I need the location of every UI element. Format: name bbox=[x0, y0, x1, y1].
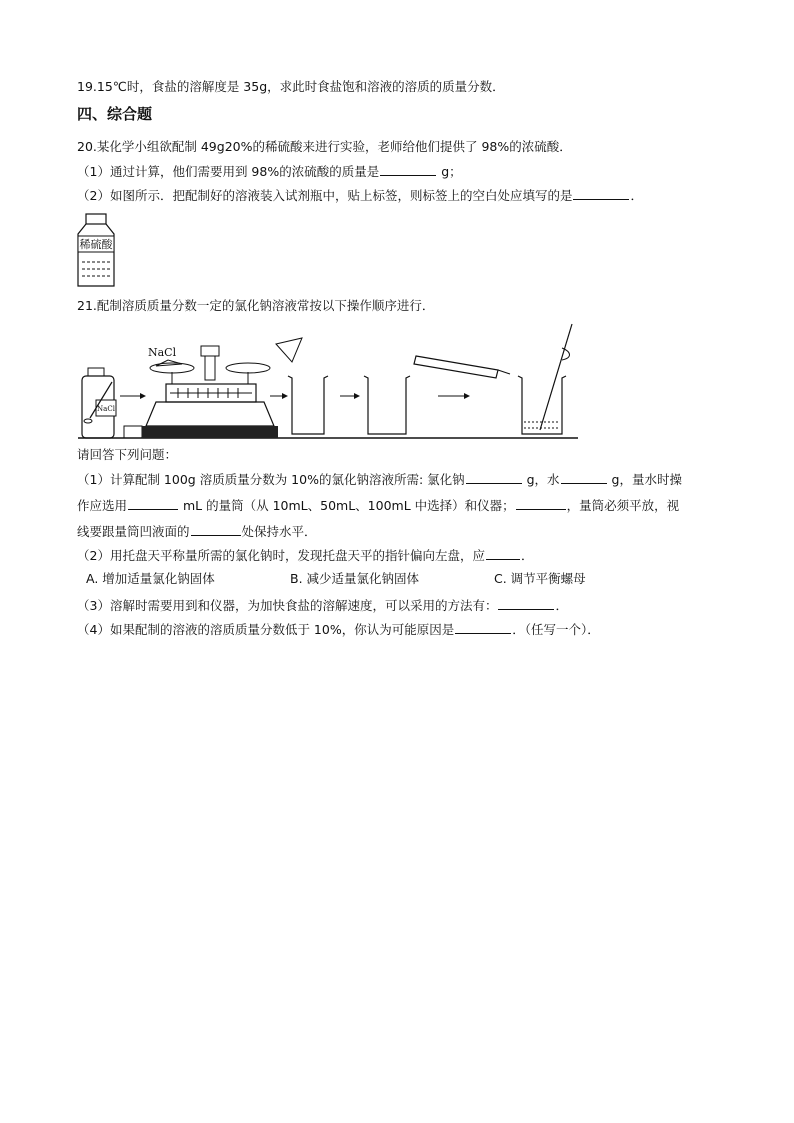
answer-blank[interactable] bbox=[486, 546, 520, 560]
arrow-icon bbox=[282, 393, 288, 399]
measuring-cylinder-icon bbox=[414, 356, 510, 378]
arrow-icon bbox=[464, 393, 470, 399]
nacl-jar-icon bbox=[82, 368, 116, 438]
beaker-icon bbox=[276, 338, 328, 434]
answer-blank[interactable] bbox=[561, 470, 607, 484]
answer-blank[interactable] bbox=[380, 162, 436, 176]
question-21-part-1-line-1: （1）计算配制 100g 溶质质量分数为 10%的氯化钠溶液所需: 氯化钠 g，水 g，量水时操 bbox=[77, 472, 682, 487]
question-21-part-3: （3）溶解时需要用到和仪器，为加快食盐的溶解速度，可以采用的方法有： ． bbox=[77, 598, 568, 613]
question-20-part-2: （2）如图所示．把配制好的溶液装入试剂瓶中，贴上标签，则标签上的空白处应填写的是 ． bbox=[77, 188, 643, 203]
arrow-icon bbox=[140, 393, 146, 399]
question-21-prompt: 请回答下列问题： bbox=[77, 447, 178, 462]
answer-blank[interactable] bbox=[466, 470, 522, 484]
question-19 bbox=[77, 78, 505, 96]
question-19-text: 19.15℃时，食盐的溶解度是 35g，求此时食盐饱和溶液的溶质的质量分数． bbox=[77, 79, 505, 94]
bottle-label-text: 稀硫酸 bbox=[79, 238, 113, 251]
balance-nacl-label: NaCl bbox=[148, 346, 177, 359]
balance-icon bbox=[142, 346, 278, 438]
beaker-stirring-icon bbox=[518, 324, 572, 434]
option-a[interactable]: A. 增加适量氯化钠固体 bbox=[86, 571, 215, 586]
question-20-part-1: （1）通过计算，他们需要用到 98%的浓硫酸的质量是 g； bbox=[77, 164, 462, 179]
reagent-bottle-figure bbox=[74, 212, 118, 288]
option-c[interactable]: C. 调节平衡螺母 bbox=[494, 571, 586, 586]
question-21-part-1-line-3: 线要跟量筒凹液面的 处保持水平． bbox=[77, 524, 317, 539]
arrow-icon bbox=[354, 393, 360, 399]
option-b[interactable]: B. 减少适量氯化钠固体 bbox=[290, 571, 420, 586]
question-20-stem: 20.某化学小组欲配制 49g20%的稀硫酸来进行实验，老师给他们提供了 98%的浓硫酸． bbox=[77, 139, 572, 154]
answer-blank[interactable] bbox=[516, 496, 566, 510]
answer-blank[interactable] bbox=[573, 186, 629, 200]
solution-preparation-figure bbox=[78, 322, 578, 440]
answer-blank[interactable] bbox=[128, 496, 178, 510]
jar-nacl-label: NaCl bbox=[97, 405, 115, 413]
beaker-icon bbox=[364, 376, 410, 434]
question-21-options bbox=[86, 570, 215, 588]
answer-blank[interactable] bbox=[455, 620, 511, 634]
answer-blank[interactable] bbox=[498, 596, 554, 610]
question-21-part-2: （2）用托盘天平称量所需的氯化钠时，发现托盘天平的指针偏向左盘，应 ． bbox=[77, 548, 534, 563]
question-21-part-4: （4）如果配制的溶液的溶质质量分数低于 10%，你认为可能原因是 ．（任写一个）． bbox=[77, 622, 600, 637]
question-21-stem: 21.配制溶质质量分数一定的氯化钠溶液常按以下操作顺序进行． bbox=[77, 298, 435, 313]
answer-blank[interactable] bbox=[191, 522, 241, 536]
question-21-part-1-line-2: 作应选用 mL 的量筒（从 10mL、50mL、100mL 中选择）和仪器； ，量筒必须平放，视 bbox=[77, 498, 680, 513]
section-heading: 四、综合题 bbox=[77, 105, 153, 123]
